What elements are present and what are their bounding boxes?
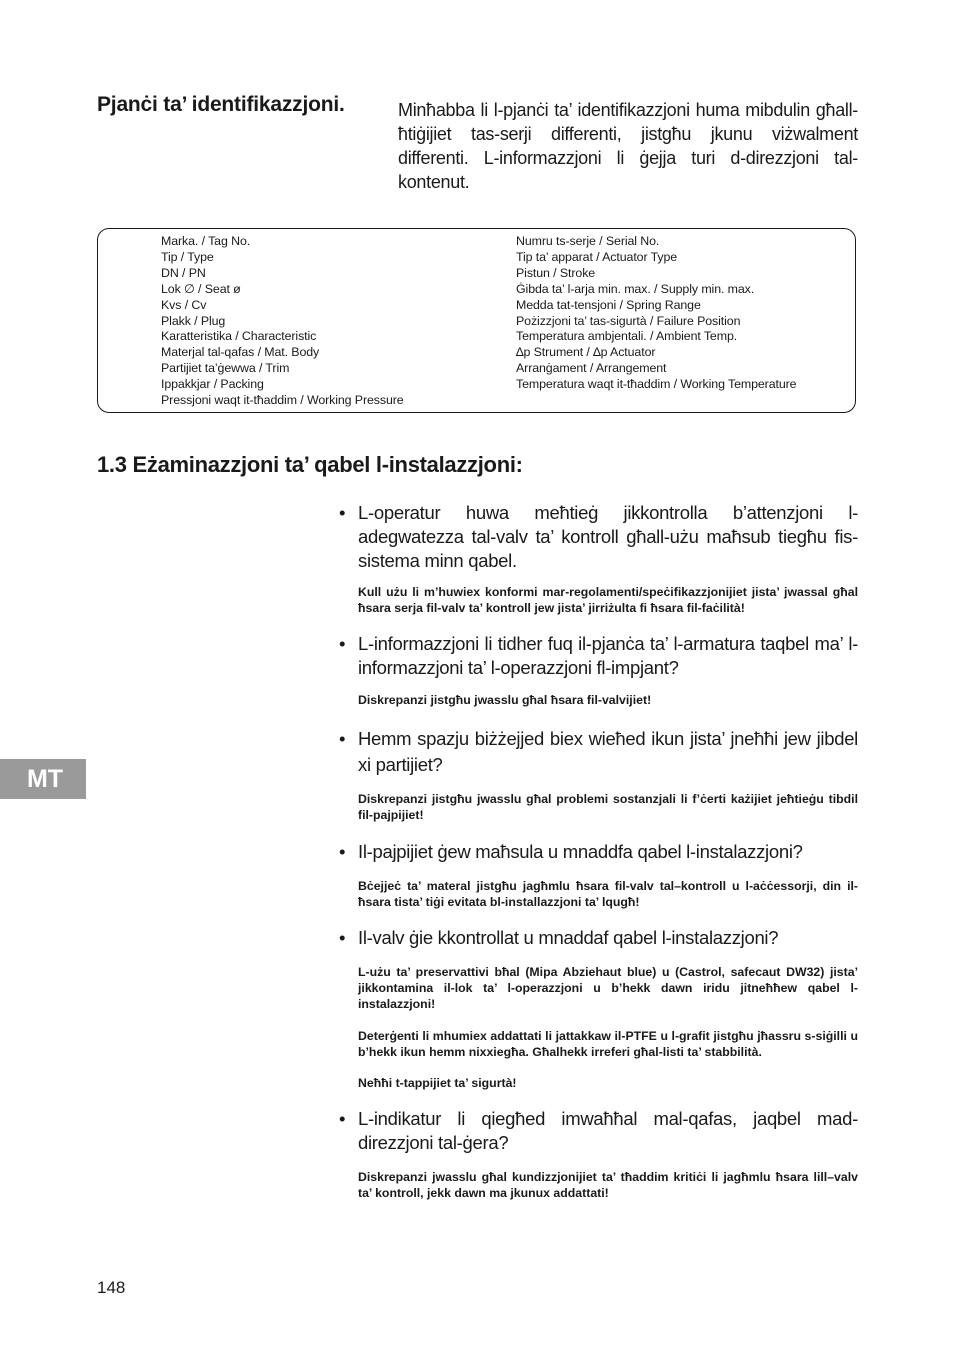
language-tab: MT (0, 759, 86, 799)
plate-field: Numru ts-serje / Serial No. (516, 234, 660, 248)
plate-field: Materjal tal-qafas / Mat. Body (161, 345, 320, 360)
checklist-question: Il-pajpijiet ġew maħsula u mnaddfa qabel l-instalazzjoni? (358, 841, 803, 862)
plate-field: Lok ∅ / Seat ø (161, 281, 241, 296)
plate-field: Pożizzjoni ta’ tas-sigurtà / Failure Position (516, 313, 741, 328)
plate-field: Ġibda ta’ l-arja min. max. / Supply min. max. (516, 281, 755, 296)
plate-field: Kvs / Cv (161, 297, 207, 312)
plate-field: Karatteristika / Characteristic (161, 329, 317, 344)
section-heading: 1.3 Eżaminazzjoni ta’ qabel l-instalazzjoni: (97, 452, 523, 477)
bullet-icon: • (339, 728, 346, 749)
plate-fields-left (161, 234, 404, 409)
plate-fields-right (516, 234, 796, 393)
plate-description: Minħabba li l-pjanċi ta’ identifikazzjoni huma mibdulin għall-ħtiġijiet tas-serji differenti, jistgħu jkunu viżwalment differenti. L-informazzjoni li ġejja turi d-direzzjoni tal-kontenut. (398, 100, 858, 192)
checklist-question: Il-valv ġie kkontrollat u mnaddaf qabel l-instalazzjoni? (358, 927, 779, 948)
plate-field: Partijiet ta’ġewwa / Trim (161, 361, 290, 376)
warning-note: Neħħi t-tappijiet ta’ sigurtà! (358, 1076, 517, 1090)
plate-heading: Pjanċi ta’ identifikazzjoni. (97, 93, 345, 116)
plate-field: Pistun / Stroke (516, 265, 596, 280)
checklist-question: L-informazzjoni li tidher fuq il-pjanċa ta’ l-armatura taqbel ma’ l-informazzjoni ta’ l-operazzjoni fl-impjant? (358, 633, 858, 678)
checklist-question: Hemm spazju biżżejjed biex wieħed ikun jista’ jneħħi jew jibdel xi partijiet? (358, 728, 858, 775)
checklist-item (339, 1107, 858, 1155)
plate-field: Marka. / Tag No. (161, 234, 251, 248)
warning-note: Diskrepanzi jistgħu jwasslu għal problemi sostanzjali li f’ċerti każijiet jeħtieġu tibdil fil-pajpijiet! (358, 792, 858, 822)
warning-note: Kull użu li m’huwiex konformi mar-regolamenti/speċifikazzjonijiet jista’ jwassal għal ħsara serja fil-valv ta’ kontroll jew jista’ jirriżulta fi ħsara fil-faċilità! (358, 585, 858, 615)
plate-field: Arranġament / Arrangement (516, 361, 667, 376)
plate-field: Medda tat-tensjoni / Spring Range (516, 297, 701, 312)
checklist-item (339, 632, 858, 680)
bullet-icon: • (339, 927, 346, 948)
plate-field: Temperatura ambjentali. / Ambient Temp. (516, 329, 738, 344)
checklist-question: L-indikatur li qiegħed imwaħħal mal-qafas, jaqbel mad-direzzjoni tal-ġera? (358, 1108, 858, 1153)
bullet-icon: • (339, 502, 346, 523)
warning-note: Bċejjeċ ta’ materal jistgħu jagħmlu ħsara fil-valv tal–kontroll u l-aċċessorji, din il-ħsara tista’ tiġi evitata bl-installazzjoni ta’ lqugħ! (358, 879, 858, 909)
plate-field: DN / PN (161, 265, 206, 280)
plate-field: Tip / Type (161, 249, 214, 264)
warning-note: Diskrepanzi jwasslu għal kundizzjonijiet ta’ tħaddim kritiċi li jagħmlu ħsara lill–valv ta’ kontroll, jekk dawn ma jkunux addattati! (358, 1170, 858, 1200)
plate-field: Tip ta’ apparat / Actuator Type (516, 249, 678, 264)
checklist-item (339, 840, 858, 864)
bullet-icon: • (339, 841, 346, 862)
warning-note: Deterġenti li mhumiex addattati li jattakkaw il-PTFE u l-grafit jistgħu jħassru s-siġilli u b’hekk ikun hemm nixxiegħa. Għalhekk irreferi għal-listi ta’ stabbilità. (358, 1029, 858, 1059)
plate-field: Ippakkjar / Packing (161, 377, 264, 392)
page-number: 148 (97, 1278, 126, 1297)
warning-note: L-użu ta’ preservattivi bħal (Mipa Abziehaut blue) u (Castrol, safecaut DW32) jista’ jikkontamina il-lok ta’ l-operazzjoni u b’hekk dawn iridu jitneħħew qabel l-instalazzjoni! (358, 965, 858, 1011)
bullet-icon: • (339, 1108, 346, 1129)
bullet-icon: • (339, 633, 346, 654)
plate-field: Temperatura waqt it-tħaddim / Working Temperature (516, 377, 797, 392)
checklist-item (339, 501, 858, 573)
checklist-item (339, 726, 858, 778)
checklist-question: L-operatur huwa meħtieġ jikkontrolla b’attenzjoni l-adegwatezza tal-valv ta’ kontroll għall-użu maħsub tiegħu fis-sistema minn qabel. (358, 502, 858, 571)
checklist-item (339, 926, 858, 950)
plate-field: Plakk / Plug (161, 313, 226, 328)
plate-field: ∆p Strument / ∆p Actuator (516, 345, 656, 360)
plate-field: Pressjoni waqt it-tħaddim / Working Pressure (161, 393, 404, 408)
warning-note: Diskrepanzi jistgħu jwasslu għal ħsara fil-valvijiet! (358, 693, 652, 707)
